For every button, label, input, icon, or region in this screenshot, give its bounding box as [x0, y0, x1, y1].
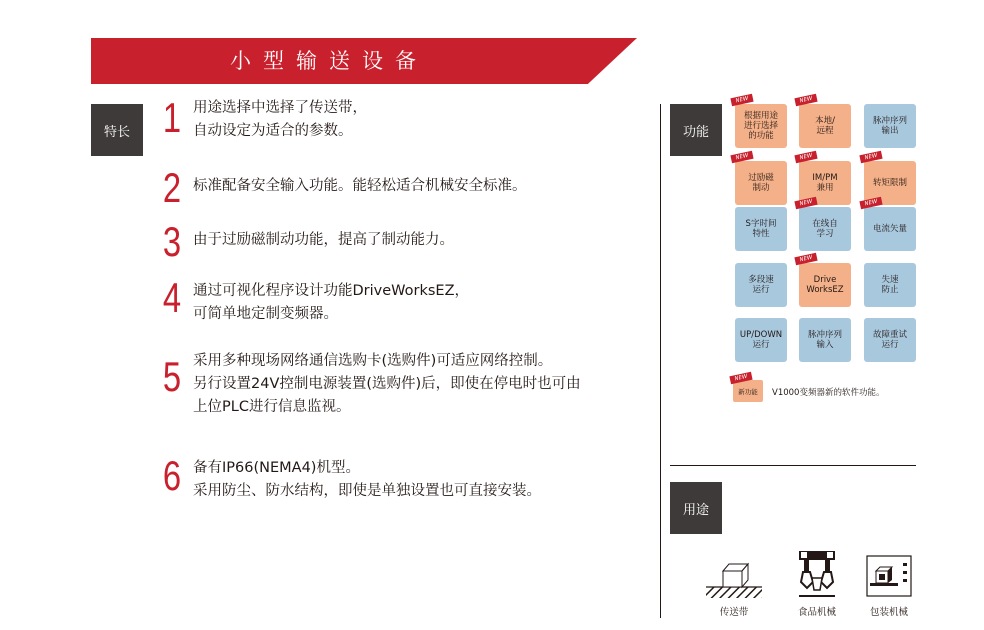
function-box — [799, 318, 851, 362]
vertical-divider — [660, 104, 661, 618]
function-label: 多段速 运行 — [748, 275, 774, 295]
function-box — [864, 263, 916, 307]
legend-new-label: 新功能 — [738, 387, 758, 396]
function-label: 脉冲序列 输出 — [872, 116, 907, 136]
function-box — [799, 95, 851, 148]
new-badge: NEW — [730, 94, 753, 106]
function-label: 电流矢量 — [872, 224, 907, 234]
feature-line: 由于过励磁制动功能，提高了制动能力。 — [193, 232, 454, 248]
function-box — [864, 198, 916, 251]
app-label-conveyor: 传送带 — [719, 607, 749, 618]
packaging-machine-icon — [866, 555, 912, 597]
function-label: 在线自 学习 — [812, 219, 838, 239]
feature-line: 自动设定为适合的参数。 — [193, 123, 353, 139]
function-box — [735, 207, 787, 251]
new-badge: NEW — [859, 197, 882, 209]
page-title: 小型输送设备 — [230, 49, 428, 73]
feature-line: 用途选择中选择了传送带， — [193, 100, 367, 116]
function-box — [735, 318, 787, 362]
function-box — [735, 95, 787, 148]
feature-text-1 — [193, 97, 367, 143]
new-badge: NEW — [859, 151, 882, 163]
function-label: 失速 防止 — [881, 275, 899, 295]
legend-new-box — [733, 373, 763, 402]
new-badge: NEW — [794, 151, 817, 163]
legend-text: V1000变频器新的软件功能。 — [772, 388, 885, 398]
horizontal-divider — [670, 465, 916, 466]
feature-num-1: 1 — [162, 94, 182, 141]
function-label: UP/DOWN 运行 — [739, 330, 783, 350]
function-box — [735, 152, 787, 205]
function-label: 本地/ 远程 — [815, 116, 835, 136]
feature-line: 通过可视化程序设计功能DriveWorksEZ， — [193, 283, 470, 299]
feature-num-2: 2 — [162, 164, 182, 211]
feature-line: 采用多种现场网络通信选购卡(选购件)可适应网络控制。 — [193, 353, 553, 369]
feature-line: 上位PLC进行信息监视。 — [193, 399, 351, 415]
function-label: Drive WorksEZ — [806, 275, 844, 295]
functions-tag: 功能 — [670, 104, 722, 156]
new-badge: NEW — [794, 94, 817, 106]
new-badge: NEW — [794, 197, 817, 209]
feature-num-6: 6 — [162, 452, 182, 499]
app-label-packaging-machine: 包装机械 — [869, 607, 908, 618]
feature-text-5 — [193, 350, 581, 419]
feature-line: 采用防尘、防水结构，即使是单独设置也可直接安装。 — [193, 483, 541, 499]
feature-num-4: 4 — [162, 274, 182, 321]
function-box — [735, 263, 787, 307]
function-label: 转矩限制 — [872, 178, 907, 188]
features-tag: 特长 — [91, 104, 143, 156]
feature-text-4 — [193, 280, 469, 326]
food-machine-icon — [795, 548, 839, 600]
function-box — [864, 318, 916, 362]
new-badge: NEW — [794, 253, 817, 265]
feature-line: 标准配备安全输入功能。能轻松适合机械安全标准。 — [193, 178, 527, 194]
new-badge: NEW — [729, 372, 752, 384]
feature-num-3: 3 — [162, 218, 182, 265]
feature-num-5: 5 — [162, 353, 182, 400]
feature-line: 可简单地定制变频器。 — [193, 306, 338, 322]
applications-tag: 用途 — [670, 482, 722, 534]
function-label: 脉冲序列 输入 — [807, 330, 842, 350]
function-label: IM/PM 兼用 — [812, 173, 838, 193]
function-label: S字时间 特性 — [745, 219, 777, 239]
conveyor-icon — [706, 560, 762, 600]
feature-line: 另行设置24V控制电源装置(选购件)后，即使在停电时也可由 — [193, 376, 581, 392]
feature-line: 备有IP66(NEMA4)机型。 — [193, 460, 360, 476]
function-label: 根据用途 进行选择 的功能 — [743, 111, 778, 141]
feature-text-2 — [193, 175, 527, 198]
function-box — [799, 198, 851, 251]
feature-text-6 — [193, 457, 541, 503]
app-label-food-machine: 食品机械 — [797, 607, 836, 618]
new-badge: NEW — [730, 151, 753, 163]
feature-text-3 — [193, 229, 454, 252]
function-label: 过励磁 制动 — [748, 173, 774, 193]
function-label: 故障重试 运行 — [872, 330, 907, 350]
function-box — [864, 104, 916, 148]
function-box — [799, 254, 851, 307]
